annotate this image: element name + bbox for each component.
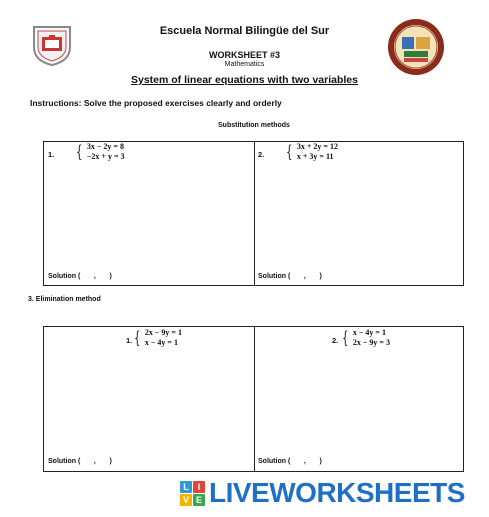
equation-2: −2x + y = 3 [86, 152, 125, 161]
equation-2: x + 3y = 11 [296, 152, 334, 161]
solution-field[interactable]: Solution ( , ) [48, 273, 112, 280]
liveworksheets-logo[interactable] [180, 478, 465, 508]
solution-field[interactable]: Solution ( , ) [258, 458, 322, 465]
equation-system [76, 142, 125, 162]
brand-name: LIVEWORKSHEETS [209, 477, 465, 508]
brace-icon: { [286, 142, 293, 162]
exercise-number: 1. [48, 150, 55, 159]
liveworksheets-icon [180, 481, 205, 505]
exercise-number: 2. [258, 150, 265, 159]
equation-system [134, 328, 182, 348]
solution-field[interactable]: Solution ( , ) [258, 273, 322, 280]
worksheet-topic: System of linear equations with two variables [131, 74, 358, 86]
exercise-number: 1. [126, 336, 133, 345]
worksheet-number: WORKSHEET #3 [208, 50, 280, 60]
equation-system [286, 142, 338, 162]
equation-1: x − 4y = 1 [352, 328, 386, 337]
equation-1: 2x − 9y = 1 [144, 328, 182, 337]
equation-2: 2x − 9y = 3 [352, 338, 390, 347]
equation-1: 3x + 2y = 12 [296, 142, 338, 151]
icon-letter: I [193, 481, 205, 493]
equation-system [342, 328, 390, 348]
icon-letter: L [180, 481, 192, 493]
equation-1: 3x − 2y = 8 [86, 142, 124, 151]
elimination-title: 3. Elimination method [28, 296, 101, 303]
instructions: Instructions: Solve the proposed exercises clearly and orderly [30, 98, 282, 108]
school-name: Escuela Normal Bilingüe del Sur [159, 25, 330, 37]
solution-field[interactable]: Solution ( , ) [48, 458, 112, 465]
exercise-number: 2. [332, 336, 339, 345]
brace-icon: { [342, 328, 349, 348]
elimination-box [43, 326, 464, 472]
brace-icon: { [134, 328, 141, 348]
box-divider [254, 327, 255, 471]
box-divider [254, 142, 255, 285]
icon-letter: V [180, 494, 192, 506]
subject-name: Mathematics [224, 61, 265, 68]
substitution-title: Substitution methods [218, 122, 290, 129]
brace-icon: { [76, 142, 83, 162]
equation-2: x − 4y = 1 [144, 338, 178, 347]
icon-letter: E [193, 494, 205, 506]
substitution-box [43, 141, 464, 286]
